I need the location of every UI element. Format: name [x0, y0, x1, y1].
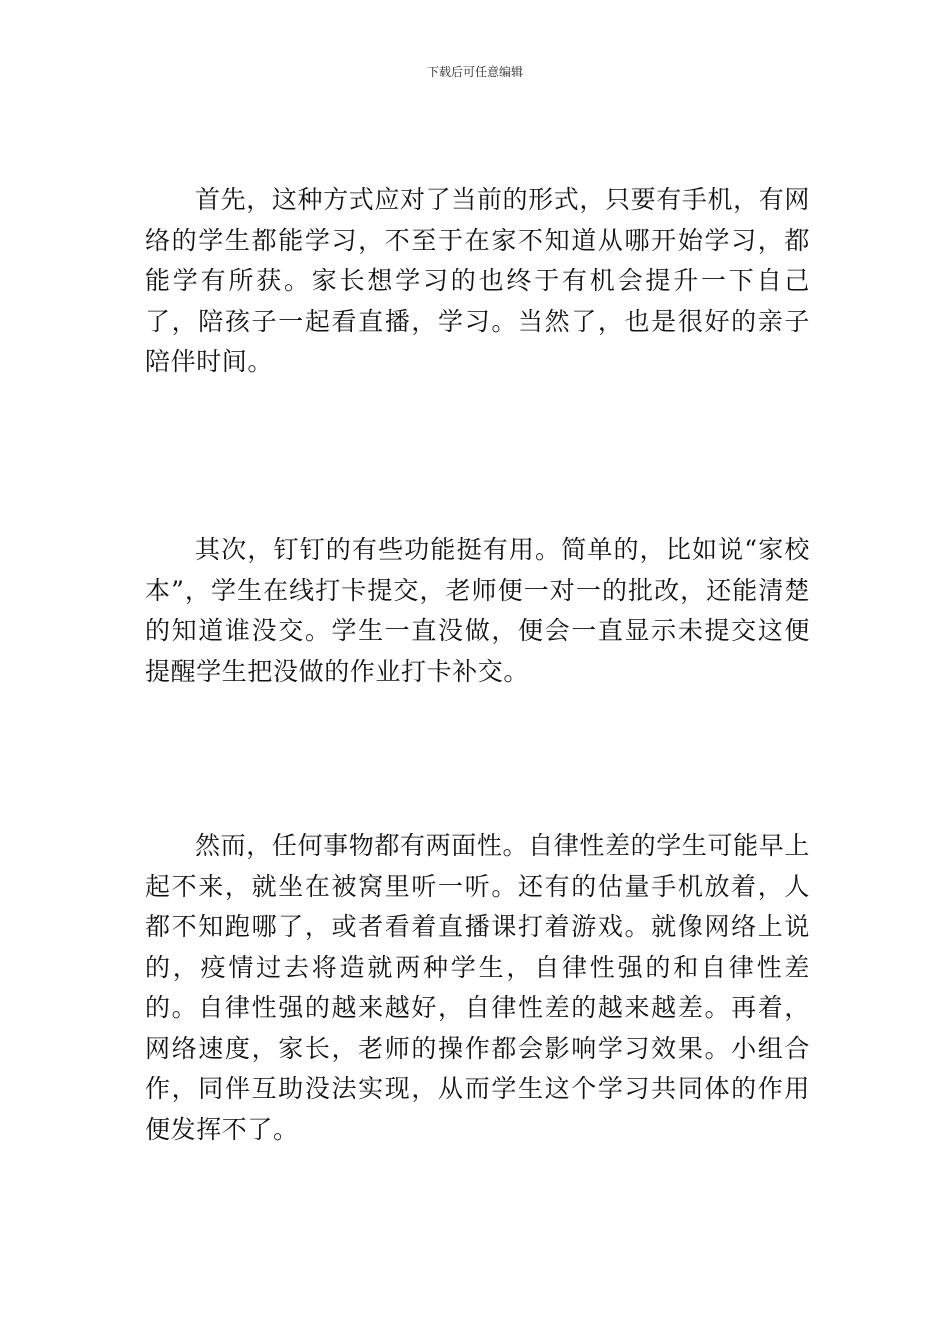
page-header: 下载后可任意编辑: [426, 65, 523, 79]
paragraph-1: 首先，这种方式应对了当前的形式，只要有手机，有网络的学生都能学习，不至于在家不知道从哪开始学习，都能学有所获。家长想学习的也终于有机会提升一下自己了，陪孩子一起看直播，学习。当然了，也是很好的亲子陪伴时间。: [145, 185, 810, 376]
paragraph-2: 其次，钉钉的有些功能挺有用。简单的，比如说“家校本”，学生在线打卡提交，老师便一对一的批改，还能清楚的知道谁没交。学生一直没做，便会一直显示未提交这便提醒学生把没做的作业打卡补交。: [145, 535, 810, 686]
paragraph-3: 然而，任何事物都有两面性。自律性差的学生可能早上起不来，就坐在被窝里听一听。还有的估量手机放着，人都不知跑哪了，或者看着直播课打着游戏。就像网络上说的，疫情过去将造就两种学生，自律性强的和自律性差的。自律性强的越来越好，自律性差的越来越差。再着，网络速度，家长，老师的操作都会影响学习效果。小组合作，同伴互助没法实现，从而学生这个学习共同体的作用便发挥不了。: [145, 831, 810, 1144]
